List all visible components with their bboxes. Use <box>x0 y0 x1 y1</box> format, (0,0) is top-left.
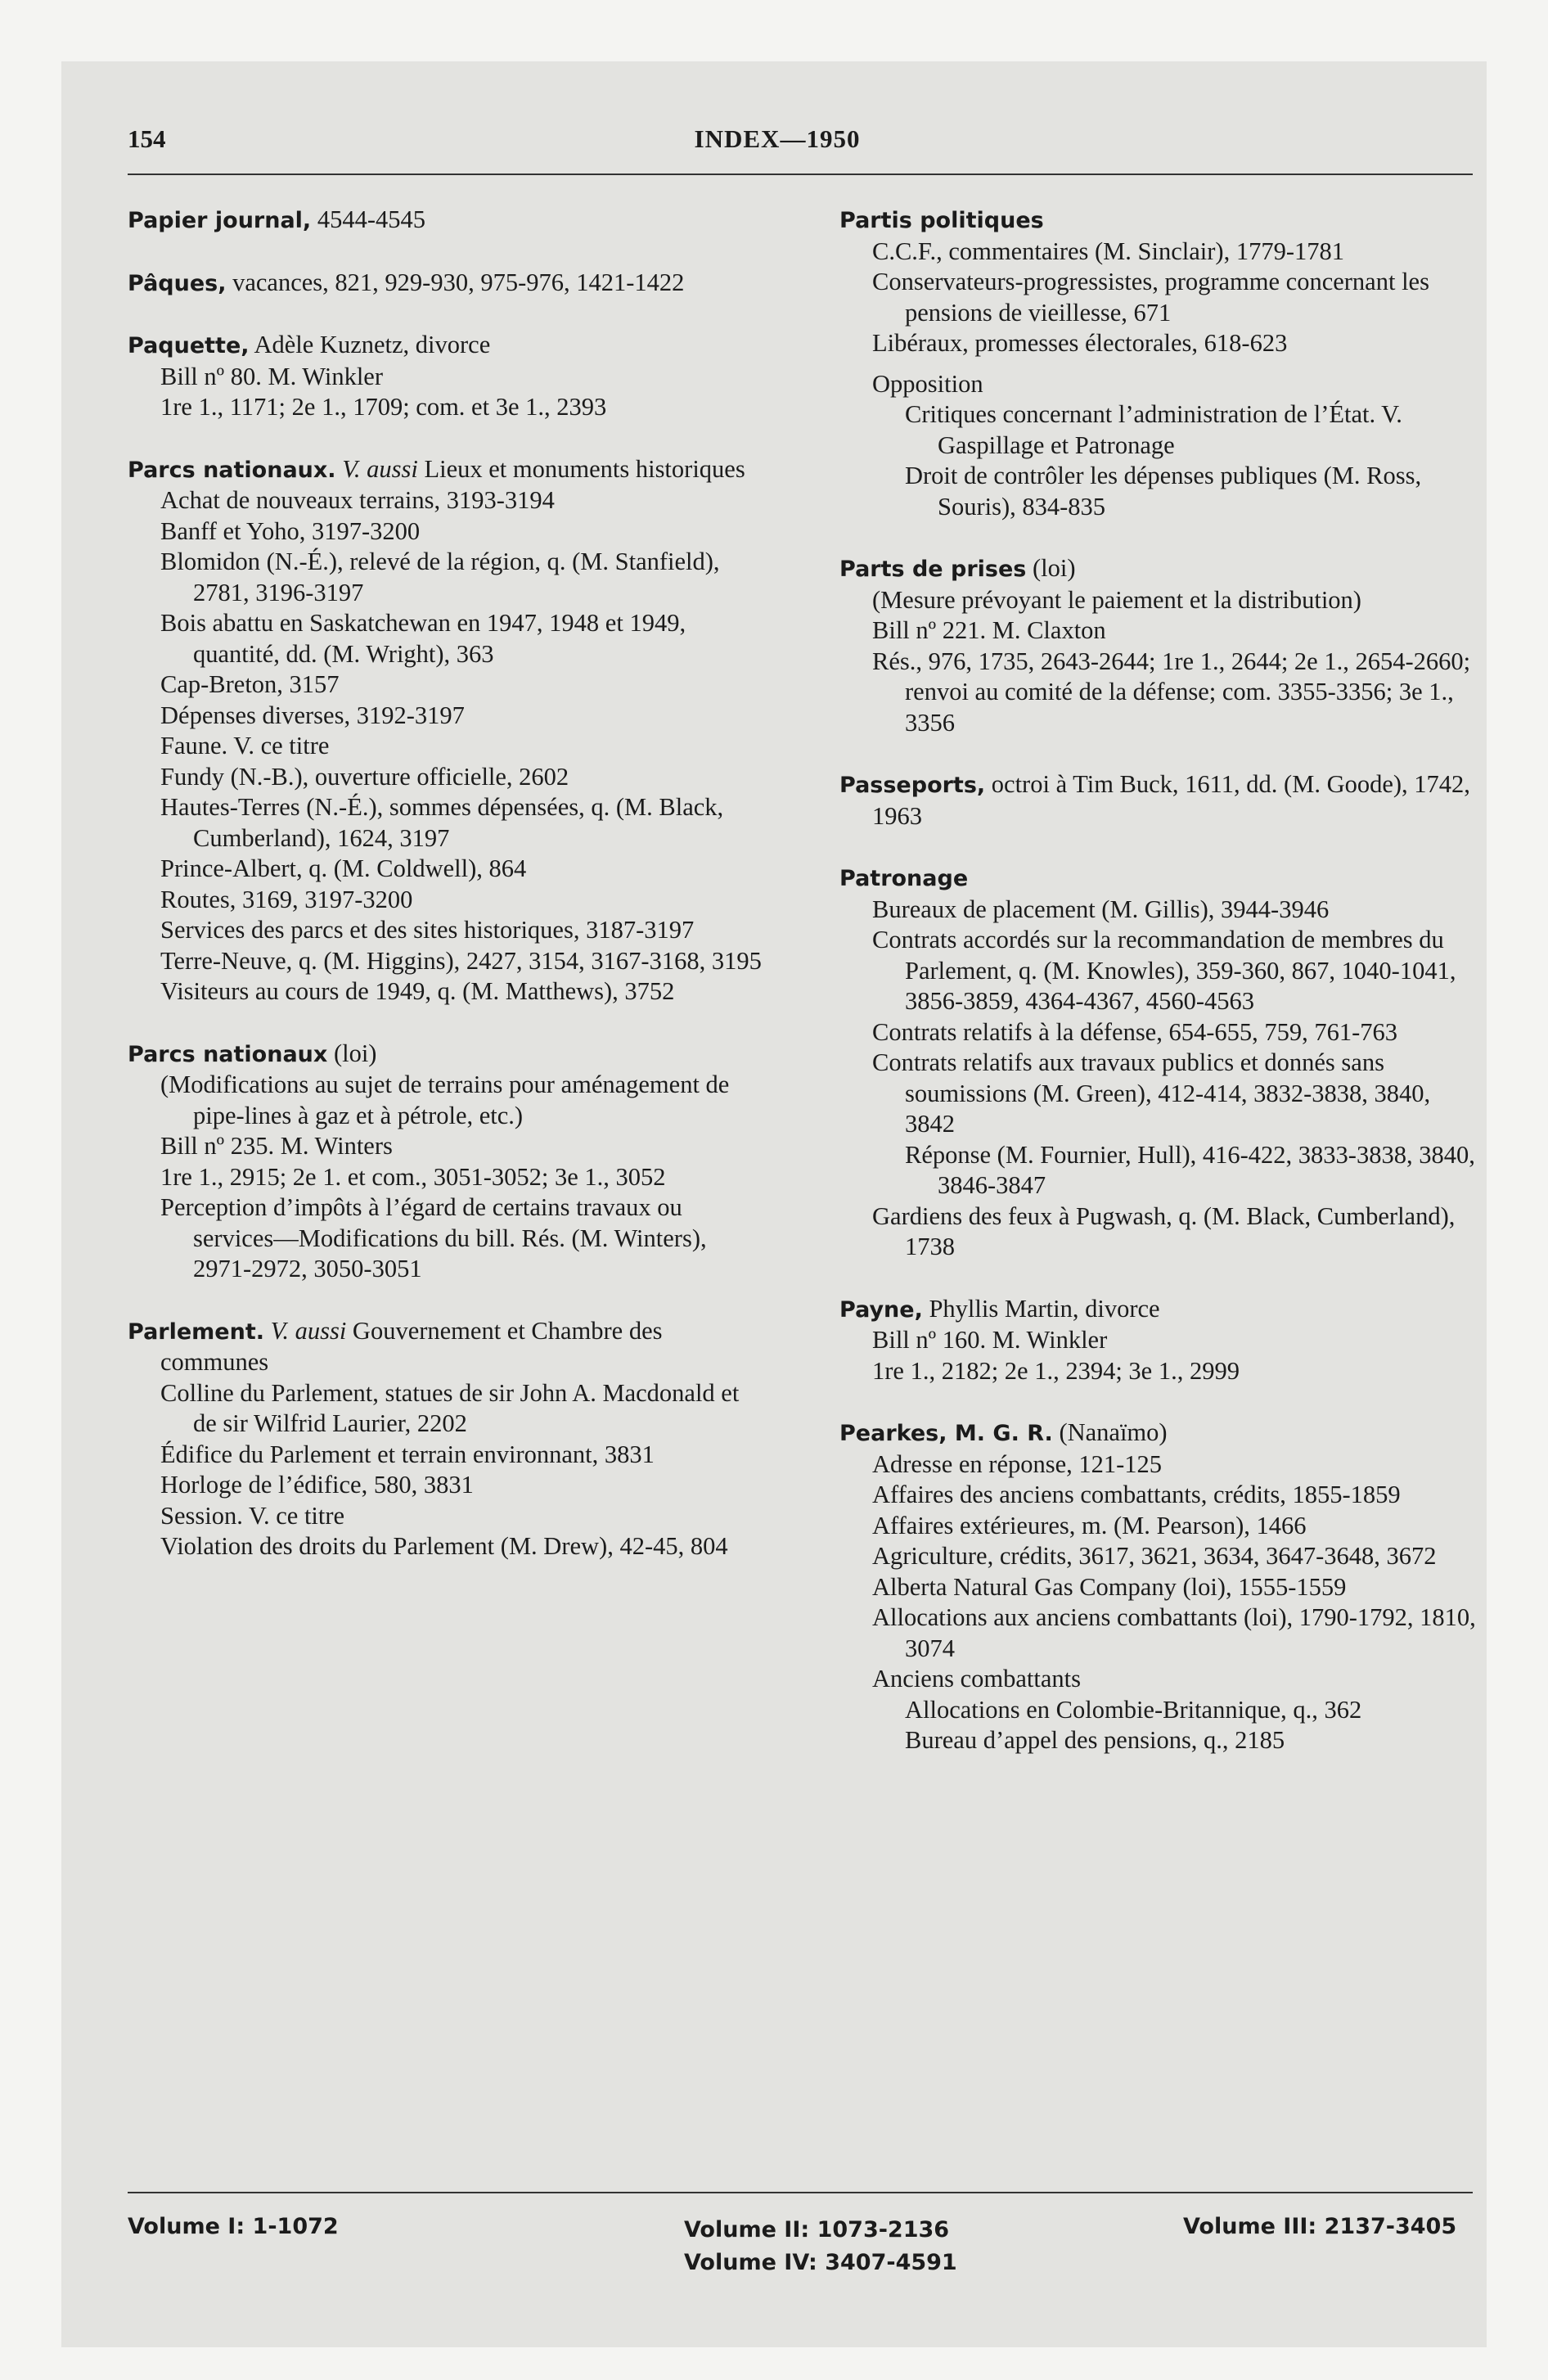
entry-text: Gouvernement et Chambre des communes <box>160 1316 663 1376</box>
entry-subline: Bill nº 235. M. Winters <box>160 1132 393 1160</box>
entry-see-also: V. aussi <box>342 454 418 483</box>
index-entry <box>128 205 766 237</box>
entry-subline: Terre-Neuve, q. (M. Higgins), 2427, 3154, 3167-3168, 3195 <box>160 946 762 975</box>
entry-text: (loi) <box>333 1039 377 1067</box>
entry-subline: Banff et Yoho, 3197-3200 <box>160 516 421 545</box>
entry-subline: Colline du Parlement, statues de sir John A. Macdonald et de sir Wilfrid Laurier, 2202 <box>160 1378 740 1437</box>
entry-subline: (Modifications au sujet de terrains pour aménagement de pipe-lines à gaz et à pétrole, etc.) <box>160 1071 730 1129</box>
entry-subline: Bill nº 221. M. Claxton <box>872 616 1106 644</box>
entry-subline: Bill nº 80. M. Winkler <box>160 362 383 390</box>
entry-headword: Papier journal, <box>128 208 312 233</box>
entry-heading-line <box>128 268 766 300</box>
entry-subline: Dépenses diverses, 3192-3197 <box>160 701 465 729</box>
entry-subline: Droit de contrôler les dépenses publiques (M. Ross, Souris), 834-835 <box>905 462 1422 521</box>
index-entry <box>839 1418 1478 1756</box>
entry-heading-line <box>839 205 1478 237</box>
entry-subline: Contrats relatifs à la défense, 654-655, 759, 761-763 <box>872 1017 1398 1046</box>
page-number: 154 <box>128 124 166 153</box>
entry-subline: Perception d’impôts à l’égard de certains travaux ou services—Modifications du bill. Rés. (M. Winters), 2971-2972, 3050-3051 <box>160 1193 707 1282</box>
index-page <box>98 106 1476 2275</box>
entry-headword: Payne, <box>839 1296 923 1323</box>
entry-subline: Affaires des anciens combattants, crédits, 1855-1859 <box>872 1481 1401 1508</box>
entry-subline: Blomidon (N.-É.), relevé de la région, q. (M. Stanfield), 2781, 3196-3197 <box>160 548 720 606</box>
entry-headword: Pâques, <box>128 270 227 296</box>
entry-heading-line <box>839 769 1478 832</box>
index-entry <box>128 1316 766 1562</box>
index-entry <box>839 553 1478 738</box>
entry-subline: Critiques concernant l’administration de l’État. V. Gaspillage et Patronage <box>905 400 1402 459</box>
entry-subline: Adresse en réponse, 121-125 <box>872 1449 1163 1478</box>
entry-see-also: V. aussi <box>270 1316 347 1345</box>
index-entry <box>839 769 1478 832</box>
entry-subline: Allocations aux anciens combattants (loi), 1790-1792, 1810, 3074 <box>872 1603 1476 1662</box>
entry-subline: Conservateurs-progressistes, programme concernant les pensions de vieillesse, 671 <box>872 268 1429 327</box>
entry-subline: Horloge de l’édifice, 580, 3831 <box>160 1471 474 1499</box>
entry-heading-line <box>128 1039 766 1071</box>
entry-subline: Session. V. ce titre <box>160 1501 345 1530</box>
entry-subline: Réponse (M. Fournier, Hull), 416-422, 3833-3838, 3840, 3846-3847 <box>905 1140 1475 1199</box>
entry-subline: Violation des droits du Parlement (M. Drew), 42-45, 804 <box>160 1532 728 1560</box>
index-entry <box>128 1039 766 1285</box>
entry-subline: Cap-Breton, 3157 <box>160 670 340 698</box>
volume-2-range: Volume II: 1073-2136 <box>684 2217 950 2243</box>
entry-subline: Agriculture, crédits, 3617, 3621, 3634, 3647-3648, 3672 <box>872 1542 1437 1570</box>
left-column <box>128 205 766 1593</box>
entry-headword: Parcs nationaux. <box>128 457 336 483</box>
entry-heading-line <box>128 1316 766 1378</box>
entry-headword: Passeports, <box>839 773 986 798</box>
entry-subline: 1re 1., 2915; 2e 1. et com., 3051-3052; 3e 1., 3052 <box>160 1162 666 1191</box>
entry-subline: Hautes-Terres (N.-É.), sommes dépensées, q. (M. Black, Cumberland), 1624, 3197 <box>160 793 724 852</box>
entry-subline: Visiteurs au cours de 1949, q. (M. Matthews), 3752 <box>160 977 675 1005</box>
volume-1-range: Volume I: 1-1072 <box>128 2214 339 2239</box>
index-entry <box>128 330 766 423</box>
entry-headword: Paquette, <box>128 333 250 358</box>
entry-subline: Bill nº 160. M. Winkler <box>872 1326 1108 1354</box>
page-title: INDEX—1950 <box>694 124 861 153</box>
entry-heading-line <box>839 1418 1478 1449</box>
volume-4-range: Volume IV: 3407-4591 <box>684 2250 957 2275</box>
entry-heading-line <box>128 205 766 237</box>
entry-subline: 1re 1., 2182; 2e 1., 2394; 3e 1., 2999 <box>872 1356 1240 1385</box>
entry-subline: Opposition <box>872 369 983 398</box>
entry-text: octroi à Tim Buck, 1611, dd. (M. Goode), 1742, 1963 <box>872 770 1470 830</box>
entry-text: vacances, 821, 929-930, 975-976, 1421-1422 <box>232 268 685 296</box>
entry-heading-line <box>839 553 1478 585</box>
entry-subline: 1re 1., 1171; 2e 1., 1709; com. et 3e 1., 2393 <box>160 393 607 421</box>
entry-text: Adèle Kuznetz, divorce <box>254 331 491 358</box>
entry-subline: Rés., 976, 1735, 2643-2644; 1re 1., 2644; 2e 1., 2654-2660; renvoi au comité de la défense; com. 3355-3356; 3e 1., 3356 <box>872 647 1471 737</box>
entry-subline: Bureaux de placement (M. Gillis), 3944-3946 <box>872 895 1330 923</box>
index-entry <box>128 268 766 300</box>
entry-text: (loi) <box>1033 554 1076 582</box>
entry-subline: Bois abattu en Saskatchewan en 1947, 1948 et 1949, quantité, dd. (M. Wright), 363 <box>160 609 686 668</box>
entry-headword: Pearkes, M. G. R. <box>839 1421 1053 1446</box>
entry-subline: Allocations en Colombie-Britannique, q., 362 <box>905 1695 1362 1724</box>
right-column <box>839 205 1478 1787</box>
index-entry <box>839 863 1478 1263</box>
volume-2-4-ranges <box>684 2214 957 2279</box>
index-entry <box>128 454 766 1007</box>
entry-text: (Nanaïmo) <box>1059 1418 1168 1446</box>
entry-heading-line <box>128 330 766 362</box>
entry-text: Phyllis Martin, divorce <box>929 1294 1160 1323</box>
footer-rule <box>128 2192 1473 2193</box>
entry-subline: C.C.F., commentaires (M. Sinclair), 1779-1781 <box>872 237 1344 265</box>
volume-3-range: Volume III: 2137-3405 <box>1183 2214 1457 2239</box>
entry-subline: Alberta Natural Gas Company (loi), 1555-1559 <box>872 1572 1347 1601</box>
entry-subline: Routes, 3169, 3197-3200 <box>160 885 413 913</box>
entry-headword: Parcs nationaux <box>128 1041 328 1067</box>
entry-heading-line <box>839 863 1478 895</box>
entry-subline: (Mesure prévoyant le paiement et la distribution) <box>872 585 1361 614</box>
entry-headword: Partis politiques <box>839 208 1044 233</box>
entry-heading-line <box>839 1294 1478 1326</box>
entry-subline: Faune. V. ce titre <box>160 732 330 760</box>
entry-headword: Parlement. <box>128 1318 264 1345</box>
entry-subline: Contrats accordés sur la recommandation de membres du Parlement, q. (M. Knowles), 359-360, 867, 1040-1041, 3856-3859, 4364-4367, 4560-4563 <box>872 926 1456 1015</box>
entry-subline: Gardiens des feux à Pugwash, q. (M. Black, Cumberland), 1738 <box>872 1201 1456 1260</box>
entry-subline: Affaires extérieures, m. (M. Pearson), 1466 <box>872 1511 1307 1539</box>
entry-text: 4544-4545 <box>317 205 425 233</box>
entry-subline: Services des parcs et des sites historiques, 3187-3197 <box>160 916 695 944</box>
entry-subline: Anciens combattants <box>872 1665 1081 1693</box>
entry-subline: Libéraux, promesses électorales, 618-623 <box>872 329 1288 357</box>
entry-headword: Parts de prises <box>839 557 1027 582</box>
entry-subline: Contrats relatifs aux travaux publics et donnés sans soumissions (M. Green), 412-414, 3832-3838, 3840, 3842 <box>872 1048 1431 1138</box>
entry-heading-line <box>128 454 766 486</box>
index-entry <box>839 205 1478 522</box>
index-entry <box>839 1294 1478 1387</box>
entry-subline: Prince-Albert, q. (M. Coldwell), 864 <box>160 854 527 882</box>
entry-subline: Fundy (N.-B.), ouverture officielle, 2602 <box>160 762 569 791</box>
page-header <box>98 106 1456 156</box>
entry-headword: Patronage <box>839 866 969 891</box>
entry-subline: Bureau d’appel des pensions, q., 2185 <box>905 1726 1285 1754</box>
header-rule <box>128 174 1473 175</box>
entry-subline: Édifice du Parlement et terrain environnant, 3831 <box>160 1440 655 1468</box>
entry-subline: Achat de nouveaux terrains, 3193-3194 <box>160 486 555 514</box>
entry-text: Lieux et monuments historiques <box>424 454 745 483</box>
